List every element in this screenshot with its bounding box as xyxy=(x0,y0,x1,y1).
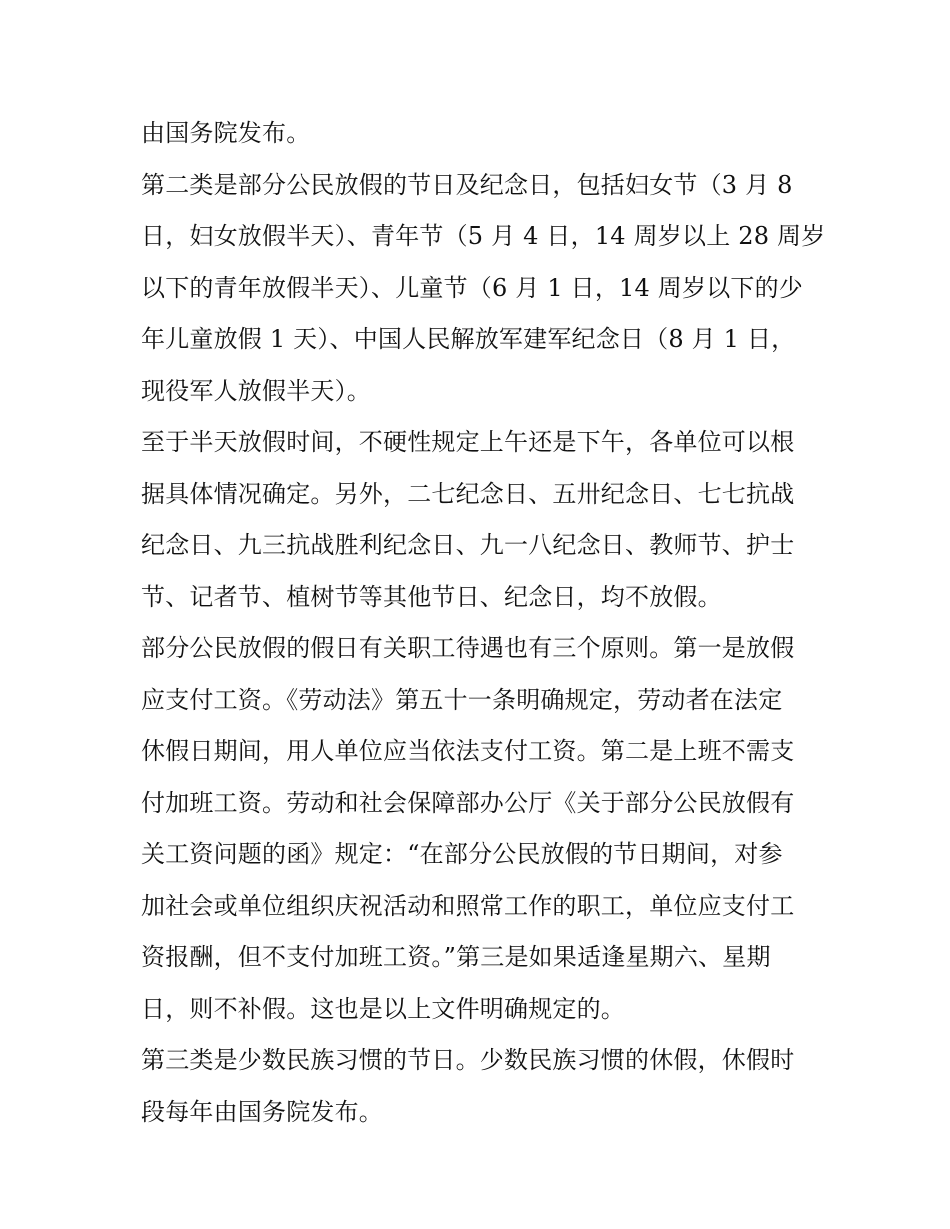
text-line: 加社会或单位组织庆祝活动和照常工作的职工，单位应支付工 xyxy=(141,891,795,920)
document-body xyxy=(141,108,826,1138)
text-line: 年儿童放假 1 天）、中国人民解放军建军纪念日（8 月 1 日， xyxy=(141,325,796,353)
text-line: 至于半天放假时间，不硬性规定上午还是下午，各单位可以根 xyxy=(141,428,795,456)
text-line: 第二类是部分公民放假的节日及纪念日，包括妇女节（3 月 8 xyxy=(141,170,793,199)
text-line: 日，则不补假。这也是以上文件明确规定的。 xyxy=(141,994,625,1023)
text-line: 以下的青年放假半天）、儿童节（6 月 1 日，14 周岁以下的少 xyxy=(141,273,803,302)
text-line: 付加班工资。劳动和社会保障部办公厅《关于部分公民放假有 xyxy=(141,788,795,817)
text-line: 由国务院发布。 xyxy=(141,119,311,147)
text-line: 日，妇女放假半天）、青年节（5 月 4 日，14 周岁以上 28 周岁 xyxy=(141,222,826,250)
text-line: 部分公民放假的假日有关职工待遇也有三个原则。第一是放假 xyxy=(141,634,795,662)
text-line: 段每年由国务院发布。 xyxy=(141,1097,383,1126)
text-line: 据具体情况确定。另外，二七纪念日、五卅纪念日、七七抗战 xyxy=(141,479,795,508)
text-line: 第三类是少数民族习惯的节日。少数民族习惯的休假，休假时 xyxy=(141,1046,795,1074)
text-line: 关工资问题的函》规定：“在部分公民放假的节日期间，对参 xyxy=(141,840,783,868)
text-line: 应支付工资。《劳动法》第五十一条明确规定，劳动者在法定 xyxy=(141,685,783,714)
text-line: 资报酬，但不支付加班工资。”第三是如果适逢星期六、星期 xyxy=(141,943,771,971)
text-line: 节、记者节、植树节等其他节日、纪念日，均不放假。 xyxy=(141,582,722,611)
text-line: 纪念日、九三抗战胜利纪念日、九一八纪念日、教师节、护士 xyxy=(141,531,795,559)
text-line: 现役军人放假半天）。 xyxy=(141,376,371,405)
text-line: 休假日期间，用人单位应当依法支付工资。第二是上班不需支 xyxy=(141,737,795,765)
